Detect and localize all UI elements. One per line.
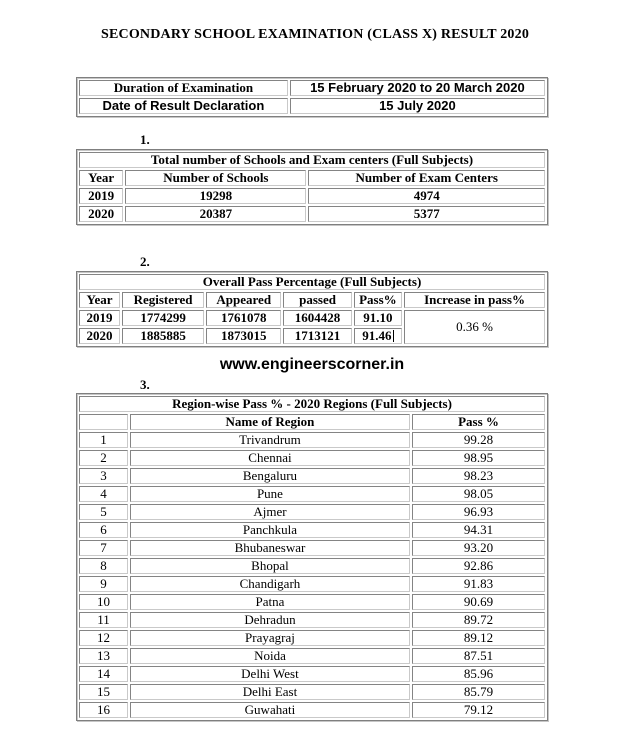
region-pass-cell: 98.23 bbox=[412, 468, 545, 484]
region-pass-cell: 89.72 bbox=[412, 612, 545, 628]
table-title-row bbox=[79, 152, 545, 168]
exam-info-table bbox=[76, 77, 548, 117]
header-cell: Pass % bbox=[412, 414, 545, 430]
page-title: SECONDARY SCHOOL EXAMINATION (CLASS X) RESULT 2020 bbox=[100, 27, 530, 42]
header-cell bbox=[79, 414, 128, 430]
header-cell: Registered bbox=[122, 292, 204, 308]
rank-cell: 4 bbox=[79, 486, 128, 502]
header-cell: Appeared bbox=[206, 292, 281, 308]
rank-cell: 16 bbox=[79, 702, 128, 718]
table-row bbox=[79, 540, 545, 556]
region-cell: Bengaluru bbox=[130, 468, 410, 484]
header-cell: Pass% bbox=[354, 292, 402, 308]
region-pass-cell: 90.69 bbox=[412, 594, 545, 610]
table-title-row bbox=[79, 396, 545, 412]
info-label-cell: Date of Result Declaration bbox=[79, 98, 288, 114]
region-pass-cell: 94.31 bbox=[412, 522, 545, 538]
registered-cell: 1885885 bbox=[122, 328, 204, 344]
region-cell: Bhubaneswar bbox=[130, 540, 410, 556]
rank-cell: 2 bbox=[79, 450, 128, 466]
overall-pass-percentage-table bbox=[76, 271, 548, 347]
table-title-cell: Region-wise Pass % - 2020 Regions (Full Subjects) bbox=[79, 396, 545, 412]
rank-cell: 7 bbox=[79, 540, 128, 556]
region-cell: Dehradun bbox=[130, 612, 410, 628]
table-row bbox=[79, 522, 545, 538]
header-cell: Name of Region bbox=[130, 414, 410, 430]
region-wise-pass-table bbox=[76, 393, 548, 721]
table-row bbox=[79, 80, 545, 96]
header-cell: Number of Exam Centers bbox=[308, 170, 545, 186]
region-cell: Pune bbox=[130, 486, 410, 502]
info-label-cell: Duration of Examination bbox=[79, 80, 288, 96]
registered-cell: 1774299 bbox=[122, 310, 204, 326]
region-pass-cell: 99.28 bbox=[412, 432, 545, 448]
region-cell: Bhopal bbox=[130, 558, 410, 574]
rank-cell: 11 bbox=[79, 612, 128, 628]
rank-cell: 5 bbox=[79, 504, 128, 520]
region-pass-cell: 98.05 bbox=[412, 486, 545, 502]
table-title-cell: Total number of Schools and Exam centers (Full Subjects) bbox=[79, 152, 545, 168]
text-cursor bbox=[393, 330, 394, 342]
table-row bbox=[79, 612, 545, 628]
table-row bbox=[79, 450, 545, 466]
table-row bbox=[79, 702, 545, 718]
rank-cell: 3 bbox=[79, 468, 128, 484]
section-number-2: 2. bbox=[140, 254, 150, 269]
section-number-3: 3. bbox=[140, 377, 150, 392]
table-row bbox=[79, 486, 545, 502]
table-row bbox=[79, 432, 545, 448]
section-number-1: 1. bbox=[140, 132, 150, 147]
schools-cell: 19298 bbox=[125, 188, 306, 204]
table-row bbox=[79, 630, 545, 646]
info-value-cell: 15 February 2020 to 20 March 2020 bbox=[290, 80, 545, 96]
centers-cell: 5377 bbox=[308, 206, 545, 222]
region-cell: Chandigarh bbox=[130, 576, 410, 592]
header-cell: Increase in pass% bbox=[404, 292, 545, 308]
table-row bbox=[79, 310, 545, 326]
region-pass-cell: 91.83 bbox=[412, 576, 545, 592]
passed-cell: 1604428 bbox=[283, 310, 351, 326]
pass-pct-cell: 91.10 bbox=[354, 310, 402, 326]
region-pass-cell: 96.93 bbox=[412, 504, 545, 520]
increase-cell: 0.36 % bbox=[404, 310, 545, 344]
header-cell: passed bbox=[283, 292, 351, 308]
region-cell: Noida bbox=[130, 648, 410, 664]
table-row bbox=[79, 558, 545, 574]
year-cell: 2019 bbox=[79, 310, 120, 326]
region-pass-cell: 93.20 bbox=[412, 540, 545, 556]
region-pass-cell: 92.86 bbox=[412, 558, 545, 574]
region-cell: Delhi East bbox=[130, 684, 410, 700]
pass-pct-value: 91.46 bbox=[362, 328, 392, 343]
info-value-cell: 15 July 2020 bbox=[290, 98, 545, 114]
table-header-row bbox=[79, 292, 545, 308]
year-cell: 2020 bbox=[79, 328, 120, 344]
rank-cell: 8 bbox=[79, 558, 128, 574]
table-row bbox=[79, 684, 545, 700]
rank-cell: 10 bbox=[79, 594, 128, 610]
pass-pct-cell bbox=[354, 328, 402, 344]
header-cell: Number of Schools bbox=[125, 170, 306, 186]
rank-cell: 6 bbox=[79, 522, 128, 538]
year-cell: 2019 bbox=[79, 188, 123, 204]
table-row bbox=[79, 576, 545, 592]
rank-cell: 15 bbox=[79, 684, 128, 700]
table-header-row bbox=[79, 414, 545, 430]
schools-exam-centers-table bbox=[76, 149, 548, 225]
region-pass-cell: 85.96 bbox=[412, 666, 545, 682]
rank-cell: 9 bbox=[79, 576, 128, 592]
year-cell: 2020 bbox=[79, 206, 123, 222]
content-area bbox=[76, 77, 548, 721]
region-cell: Patna bbox=[130, 594, 410, 610]
region-cell: Guwahati bbox=[130, 702, 410, 718]
table-header-row bbox=[79, 170, 545, 186]
header-cell: Year bbox=[79, 170, 123, 186]
table-title-cell: Overall Pass Percentage (Full Subjects) bbox=[79, 274, 545, 290]
region-cell: Panchkula bbox=[130, 522, 410, 538]
table-row bbox=[79, 468, 545, 484]
region-pass-cell: 85.79 bbox=[412, 684, 545, 700]
rank-cell: 1 bbox=[79, 432, 128, 448]
appeared-cell: 1761078 bbox=[206, 310, 281, 326]
region-pass-cell: 98.95 bbox=[412, 450, 545, 466]
region-cell: Delhi West bbox=[130, 666, 410, 682]
table-row bbox=[79, 188, 545, 204]
region-pass-cell: 79.12 bbox=[412, 702, 545, 718]
watermark-text: www.engineerscorner.in bbox=[219, 356, 405, 373]
passed-cell: 1713121 bbox=[283, 328, 351, 344]
region-pass-cell: 87.51 bbox=[412, 648, 545, 664]
header-cell: Year bbox=[79, 292, 120, 308]
table-row bbox=[79, 504, 545, 520]
appeared-cell: 1873015 bbox=[206, 328, 281, 344]
schools-cell: 20387 bbox=[125, 206, 306, 222]
table-row bbox=[79, 98, 545, 114]
centers-cell: 4974 bbox=[308, 188, 545, 204]
rank-cell: 12 bbox=[79, 630, 128, 646]
table-row bbox=[79, 206, 545, 222]
table-title-row bbox=[79, 274, 545, 290]
table-row bbox=[79, 666, 545, 682]
table-row bbox=[79, 594, 545, 610]
region-cell: Prayagraj bbox=[130, 630, 410, 646]
region-cell: Trivandrum bbox=[130, 432, 410, 448]
rank-cell: 14 bbox=[79, 666, 128, 682]
region-cell: Ajmer bbox=[130, 504, 410, 520]
region-pass-cell: 89.12 bbox=[412, 630, 545, 646]
table-row bbox=[79, 648, 545, 664]
region-cell: Chennai bbox=[130, 450, 410, 466]
rank-cell: 13 bbox=[79, 648, 128, 664]
